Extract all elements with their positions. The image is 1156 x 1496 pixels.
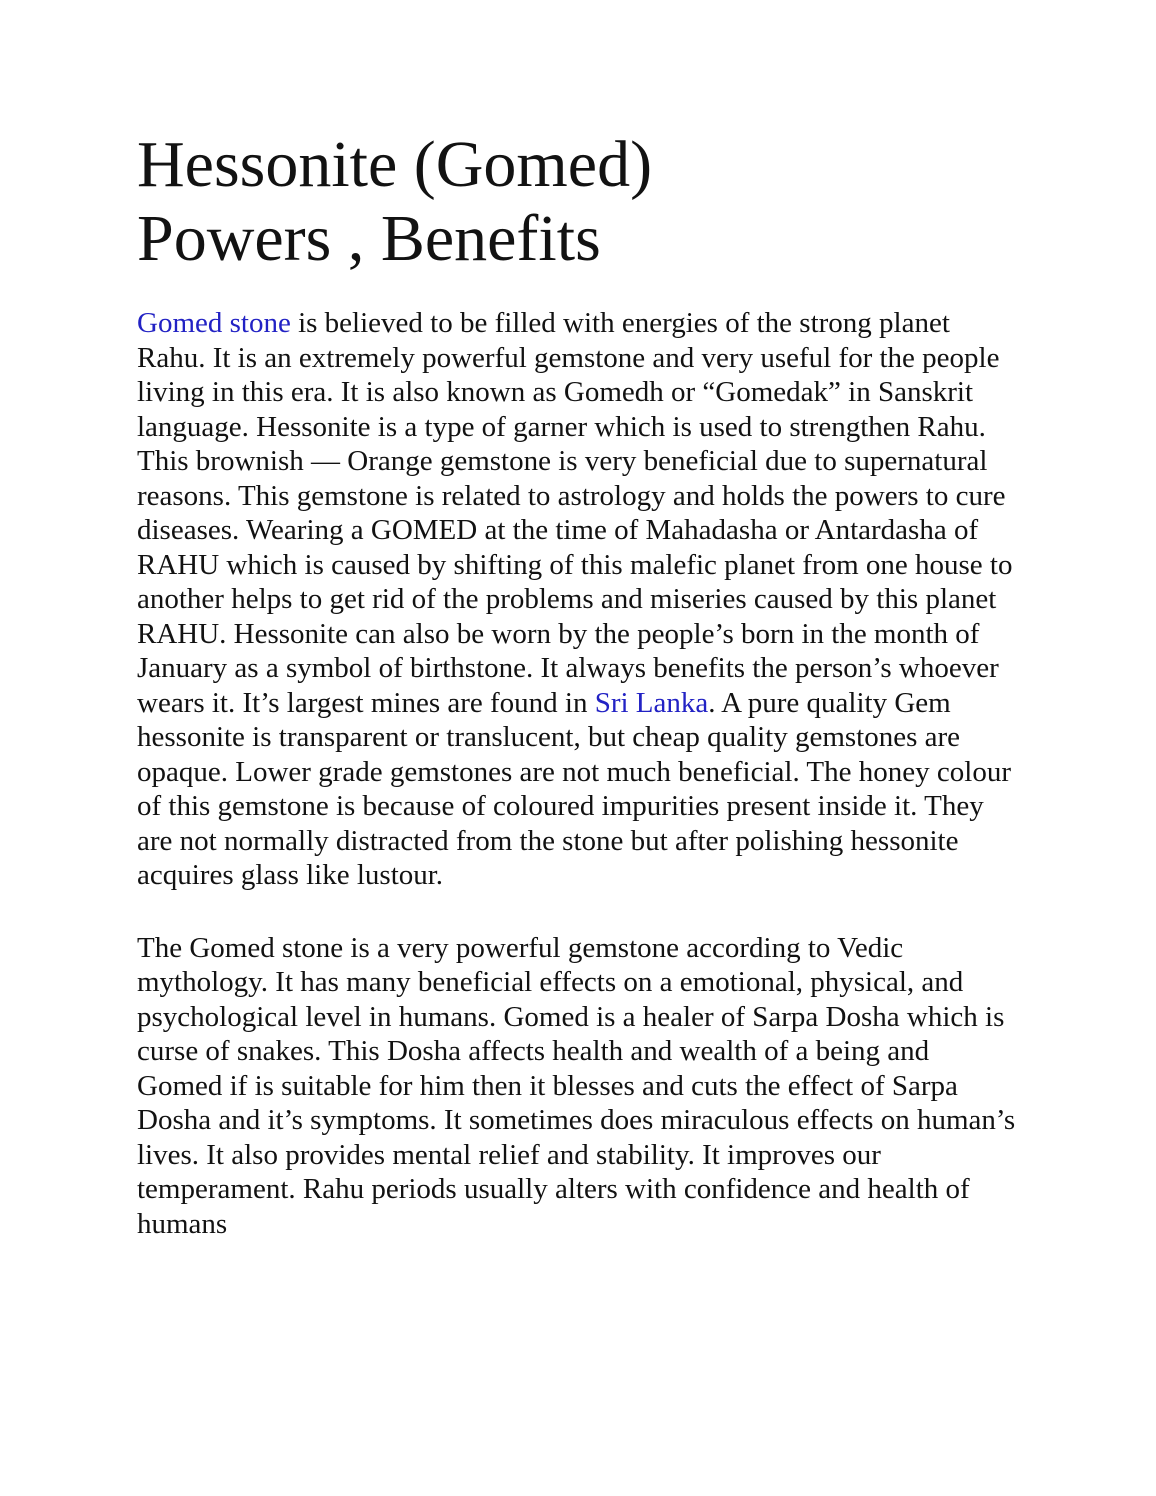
title-line-1: Hessonite (Gomed): [137, 128, 653, 201]
paragraph-text: is believed to be filled with energies of the strong planet Rahu. It is an extremely powerful gemstone and very useful for the people living in this era. It is also known as Gomedh or “Gomedak” in Sanskrit language. Hessonite is a type of garner which is used to strengthen Rahu. This brownish — Orange gemstone is very beneficial due to supernatural reasons. This gemstone is related to astrology and holds the powers to cure diseases. Wearing a GOMED at the time of Mahadasha or Antardasha of RAHU which is caused by shifting of this malefic planet from one house to another helps to get rid of the problems and miseries caused by this planet RAHU. Hessonite can also be worn by the people’s born in the month of January as a symbol of birthstone. It always benefits the person’s whoever wears it. It’s largest mines are found in: [137, 307, 1013, 719]
sri-lanka-link[interactable]: Sri Lanka: [594, 686, 709, 719]
page-title: [137, 128, 1020, 276]
intro-paragraph: [137, 306, 1020, 893]
article-body: [137, 306, 1020, 1241]
paragraph-text: . A pure quality Gem hessonite is transparent or translucent, but cheap quality gemstones are opaque. Lower grade gemstones are not much beneficial. The honey colour of this gemstone is because of coloured impurities present inside it. They are not normally distracted from the stone but after polishing hessonite acquires glass like lustour.: [137, 686, 1011, 891]
second-paragraph: [137, 931, 1020, 1242]
gomed-stone-link[interactable]: Gomed stone: [137, 307, 291, 339]
title-line-2: Powers , Benefits: [137, 202, 601, 275]
paragraph-text: The Gomed stone is a very powerful gemstone according to Vedic mythology. It has many beneficial effects on a emotional, physical, and psychological level in humans. Gomed is a healer of Sarpa Dosha which is curse of snakes. This Dosha affects health and wealth of a being and Gomed if is suitable for him then it blesses and cuts the effect of Sarpa Dosha and it’s symptoms. It sometimes does miraculous effects on human’s lives. It also provides mental relief and stability. It improves our temperament. Rahu periods usually alters with confidence and health of humans: [137, 931, 1016, 1240]
